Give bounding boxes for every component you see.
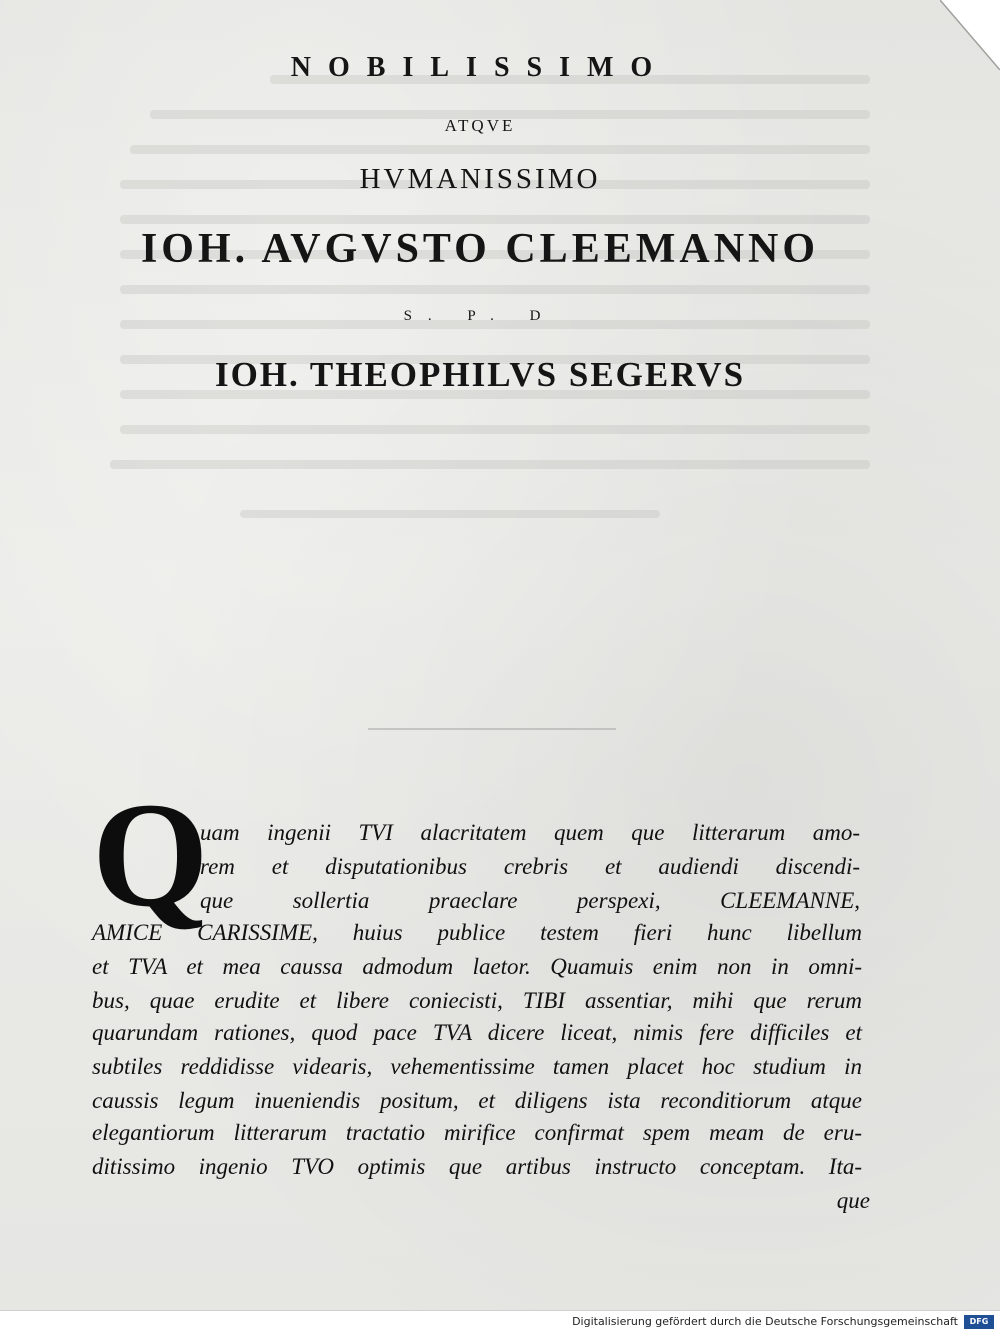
- body-line: quarundam rationes, quod pace TVA dicere liceat, nimis fere difficiles et: [92, 1020, 862, 1045]
- catchword: que: [836, 1188, 870, 1213]
- salutation-abbreviation: S. P. D: [403, 308, 557, 324]
- author-name: IOH. THEOPHILVS SEGERVS: [214, 355, 746, 394]
- body-line: ditissimo ingenio TVO optimis que artibus instructo conceptam. Ita-: [92, 1154, 862, 1179]
- dedication-line-nobilissimo: NOBILISSIMO: [290, 52, 670, 83]
- funding-notice: Digitalisierung gefördert durch die Deutsche Forschungsgemeinschaft: [572, 1315, 958, 1328]
- body-line: que sollertia praeclare perspexi, CLEEMANNE,: [200, 888, 860, 913]
- recipient-name: IOH. AVGVSTO CLEEMANNO: [140, 226, 820, 272]
- body-line: rem et disputationibus crebris et audiendi discendi-: [200, 854, 860, 879]
- body-line: caussis legum inueniendis positum, et diligens ista reconditiorum atque: [92, 1088, 862, 1113]
- body-line: AMICE CARISSIME, huius publice testem fieri hunc libellum: [92, 920, 862, 945]
- body-line: elegantiorum litterarum tractatio mirifice confirmat spem meam de eru-: [92, 1120, 862, 1145]
- body-line: subtiles reddidisse videaris, vehementissime tamen placet hoc studium in: [92, 1054, 862, 1079]
- body-line: uam ingenii TVI alacritatem quem que litterarum amo-: [200, 820, 860, 845]
- body-line: et TVA et mea caussa admodum laetor. Quamuis enim non in omni-: [92, 954, 862, 979]
- dedication-line-hvmanissimo: HVMANISSIMO: [359, 163, 601, 195]
- ornamental-rule: [368, 728, 616, 730]
- body-line: bus, quae erudite et libere coniecisti, TIBI assentiar, mihi que rerum: [92, 988, 862, 1013]
- dfg-logo-text: DFG: [969, 1317, 989, 1326]
- digitization-footer: [0, 1310, 1000, 1333]
- dfg-logo: [964, 1315, 994, 1329]
- dedication-line-atqve: ATQVE: [444, 116, 516, 135]
- drop-cap-initial: Q: [92, 772, 209, 938]
